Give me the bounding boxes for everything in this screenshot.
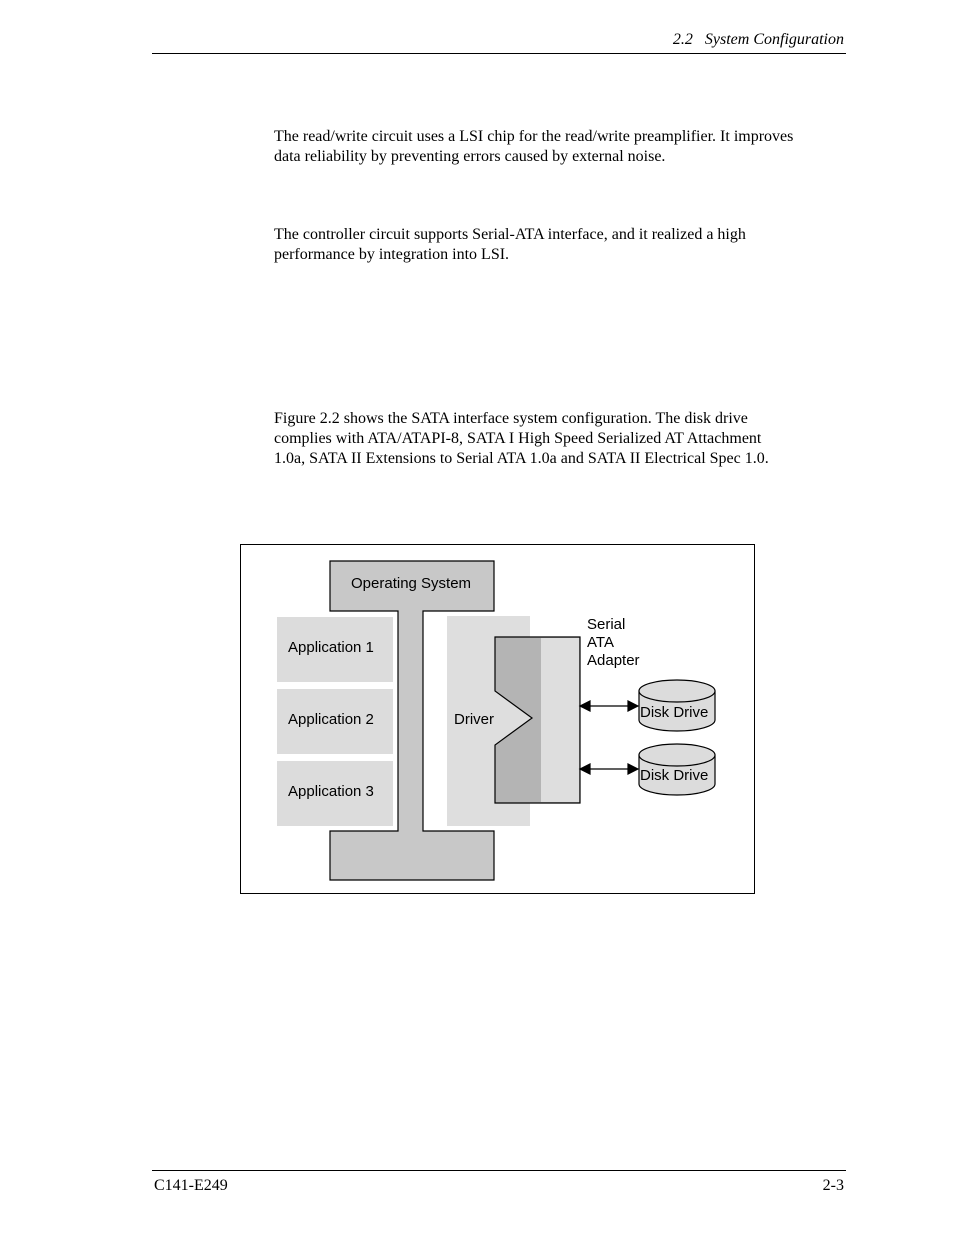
connection-arrows	[580, 701, 638, 774]
adapter-label-line: Serial	[587, 616, 626, 633]
header-rule	[152, 53, 846, 54]
text-line: The read/write circuit uses a LSI chip for the read/write preamplifier. It improves	[274, 128, 794, 145]
operating-system-label: Operating System	[351, 575, 472, 592]
application-label: Application 3	[288, 783, 374, 800]
driver-label: Driver	[454, 711, 494, 728]
disk-drive-label: Disk Drive	[640, 767, 709, 784]
application-box	[277, 761, 395, 826]
application-label: Application 2	[288, 711, 374, 728]
application-box	[277, 617, 395, 682]
footer-rule	[152, 1170, 846, 1171]
text-line: 1.0a, SATA II Extensions to Serial ATA 1.0a and SATA II Electrical Spec 1.0.	[274, 450, 769, 467]
page-number: 2-3	[822, 1177, 844, 1194]
sata-system-diagram	[240, 544, 755, 894]
adapter-label-line: Adapter	[587, 652, 640, 669]
disk-drive-label: Disk Drive	[640, 704, 709, 721]
adapter-label-line: ATA	[587, 634, 614, 651]
text-line: complies with ATA/ATAPI-8, SATA I High Speed Serialized AT Attachment	[274, 430, 762, 447]
application-label: Application 1	[288, 639, 374, 656]
text-line: data reliability by preventing errors caused by external noise.	[274, 148, 666, 165]
paragraph-read-write	[274, 127, 846, 167]
paragraph-controller	[274, 225, 846, 265]
application-box	[277, 689, 395, 754]
document-id: C141-E249	[154, 1177, 228, 1194]
text-line: Figure 2.2 shows the SATA interface system configuration. The disk drive	[274, 410, 748, 427]
text-line: The controller circuit supports Serial-ATA interface, and it realized a high	[274, 226, 746, 243]
text-line: performance by integration into LSI.	[274, 246, 510, 263]
adapter-light-strip	[541, 638, 579, 802]
running-header: 2.2 System Configuration	[672, 31, 844, 48]
paragraph-sata-config	[274, 409, 846, 469]
